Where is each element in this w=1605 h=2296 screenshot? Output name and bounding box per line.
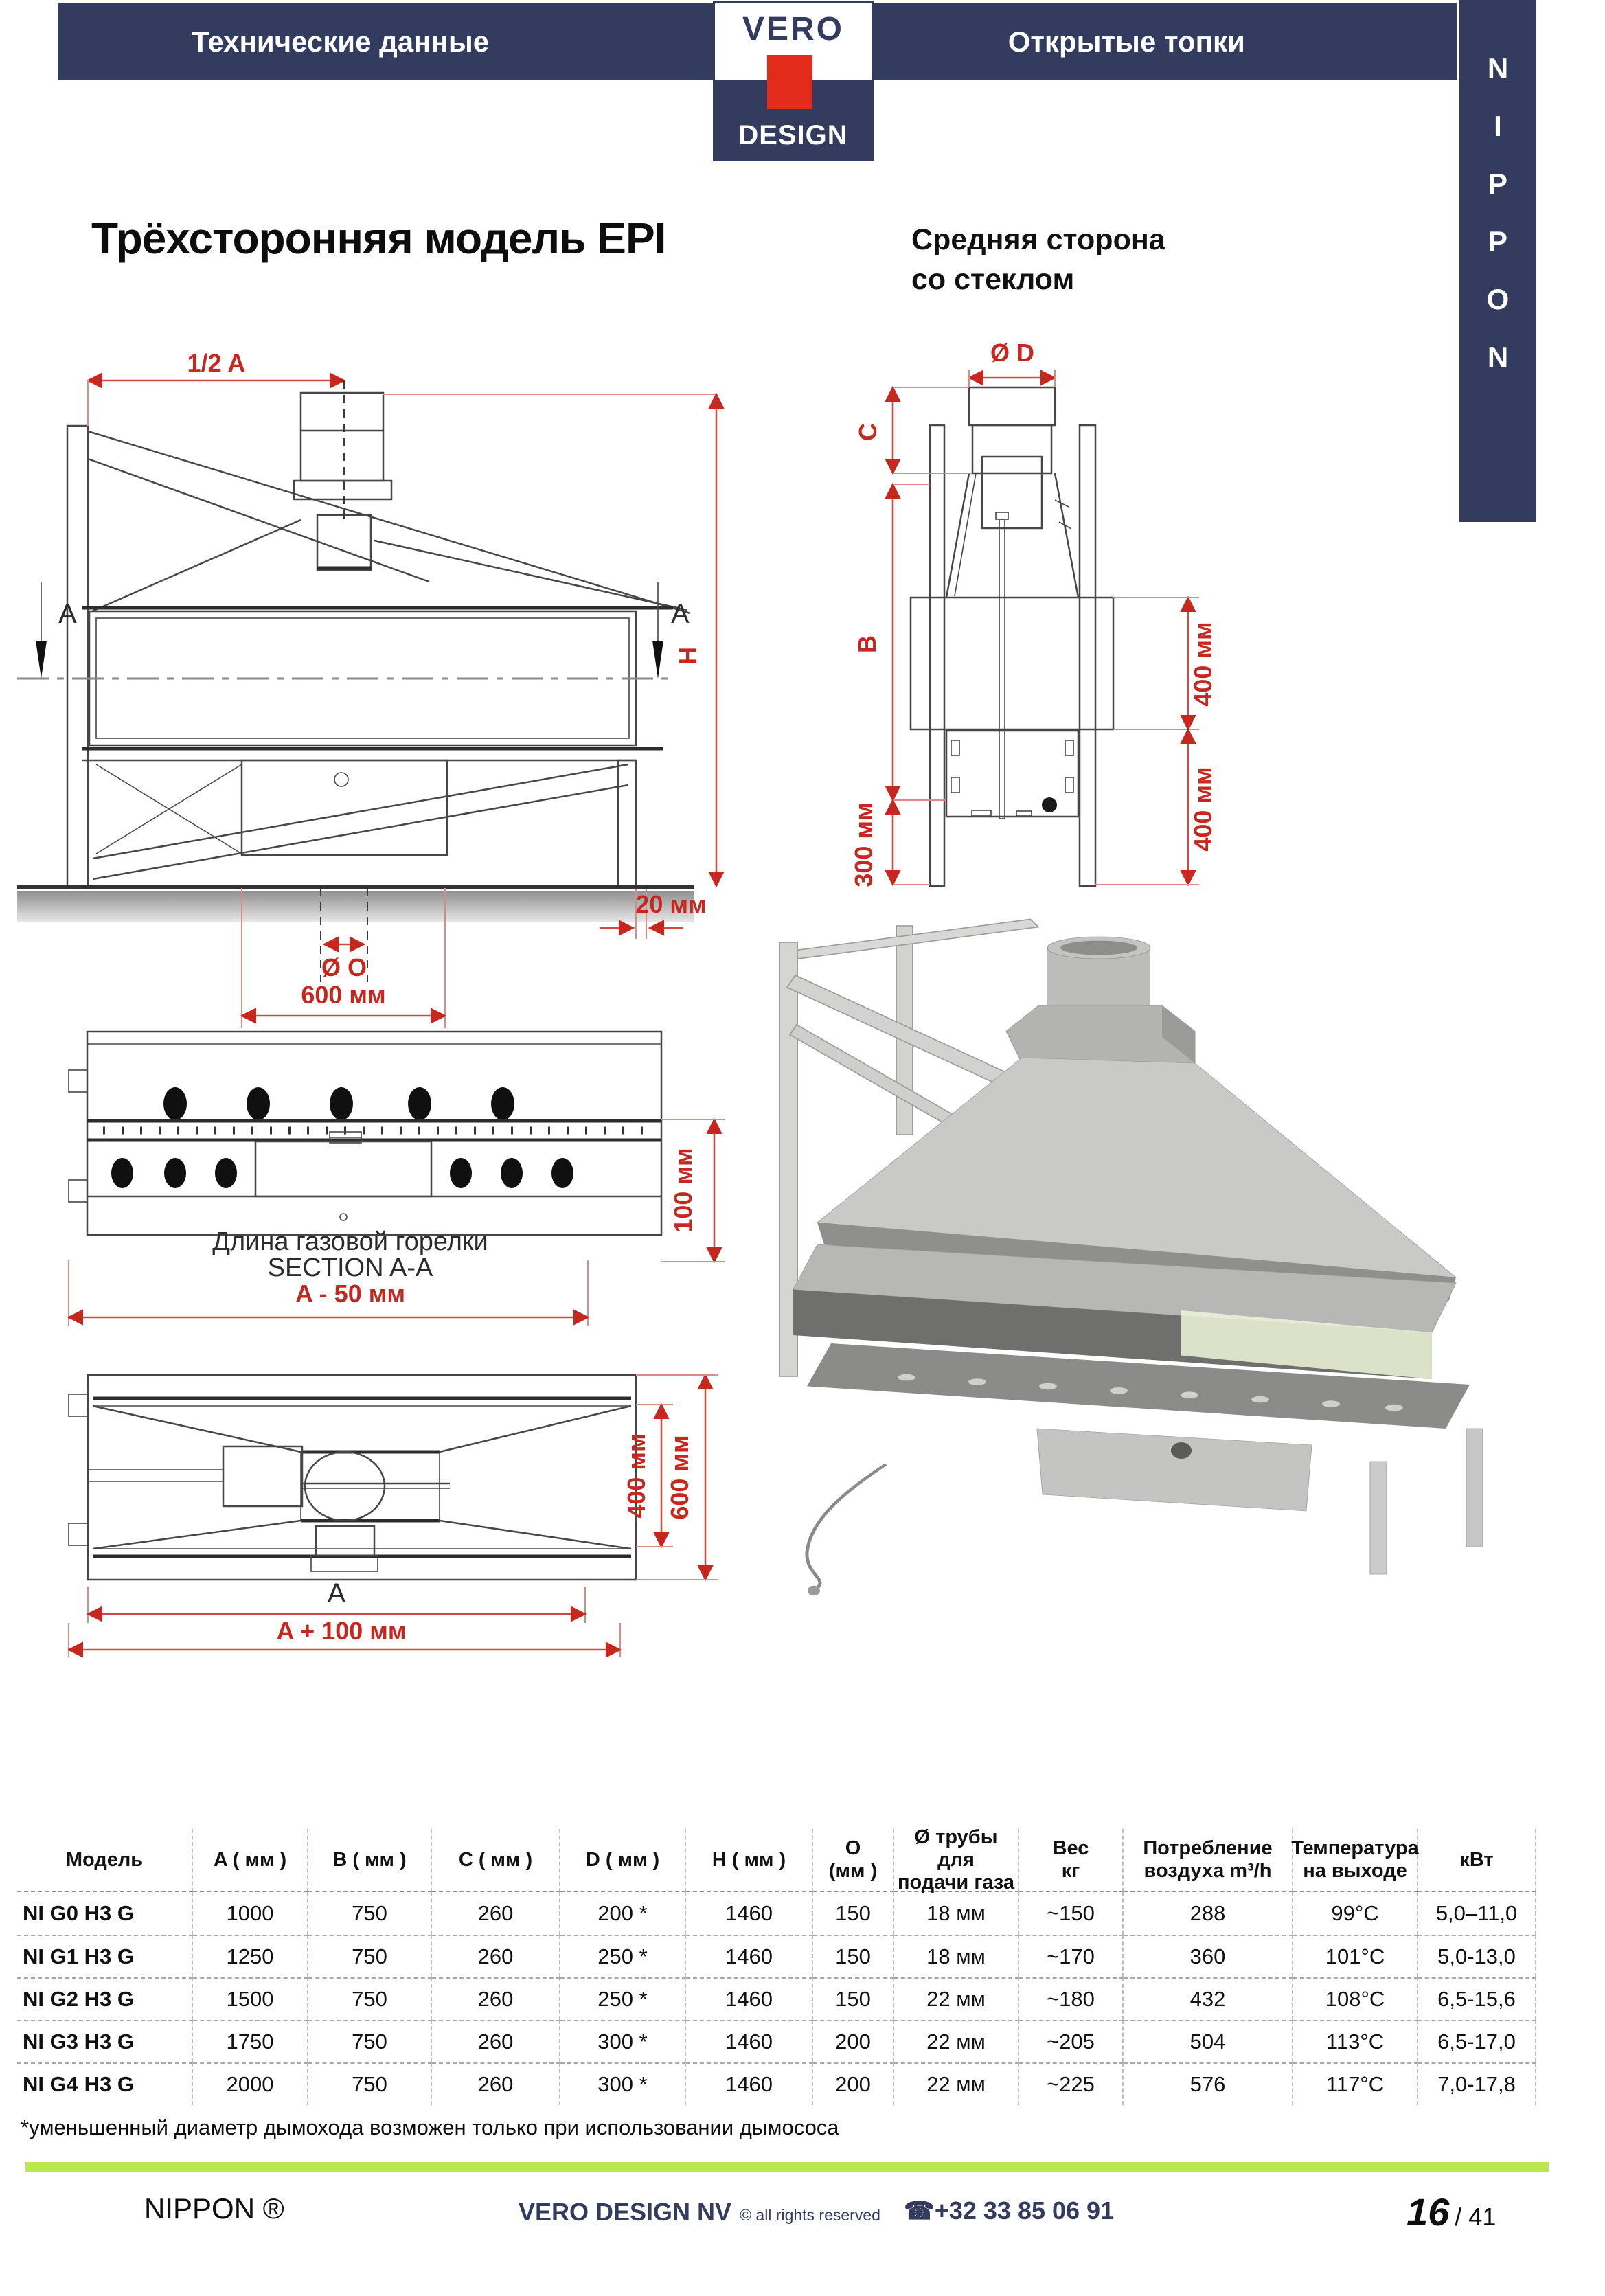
col-header-kwt: кВт: [1418, 1829, 1536, 1892]
table-cell: 1460: [686, 1977, 813, 2020]
table-cell: 260: [432, 1892, 560, 1935]
table-cell: 18 мм: [894, 1892, 1019, 1935]
table-cell: 750: [308, 1977, 432, 2020]
table-cell: 18 мм: [894, 1935, 1019, 1977]
section-aa-drawing: [38, 1023, 766, 1346]
col-header-h: H ( мм ): [686, 1829, 813, 1892]
dim-label-half-a: 1/2 A: [187, 349, 246, 377]
table-cell: ~170: [1019, 1935, 1124, 1977]
dimension-300mm: [850, 800, 930, 887]
table-cell: 260: [432, 2020, 560, 2062]
table-cell: 22 мм: [894, 2062, 1019, 2105]
dim-label-dia-o: Ø O: [321, 953, 367, 981]
dim-label-400mm: 400 мм: [1189, 766, 1217, 852]
dimension-dia-d: [969, 339, 1055, 387]
dim-label-100mm: 100 мм: [669, 1148, 697, 1233]
dimension-b: [853, 484, 946, 800]
page-subtitle: Средняя сторона со стеклом: [911, 223, 1165, 296]
dim-label-a: A: [327, 1578, 346, 1609]
col-header-c: C ( мм ): [432, 1829, 560, 1892]
side-view-structure: [911, 387, 1113, 886]
section-caption-name: SECTION A-A: [267, 1253, 433, 1282]
table-cell: 288: [1124, 1892, 1293, 1935]
table-cell: 504: [1124, 2020, 1293, 2062]
table-cell: ~180: [1019, 1977, 1124, 2020]
table-cell: 750: [308, 1892, 432, 1935]
dimension-h: [383, 394, 716, 886]
col-header-o: O (мм ): [813, 1829, 894, 1892]
sidebar-letter: I: [1494, 110, 1502, 142]
top-view-drawing: [38, 1356, 766, 1679]
table-cell: 250 *: [560, 1977, 686, 2020]
table-cell: 1460: [686, 2020, 813, 2062]
dim-label-300mm: 300 мм: [850, 802, 878, 887]
dim-label-600mm: 600 мм: [665, 1435, 694, 1520]
dim-label-600mm: 600 мм: [301, 981, 386, 1009]
dimension-400mm-top: [1113, 598, 1217, 729]
table-cell: 7,0-17,8: [1418, 2062, 1536, 2105]
table-cell: 99°C: [1293, 1892, 1418, 1935]
col-header-d: D ( мм ): [560, 1829, 686, 1892]
table-cell: 2000: [193, 2062, 308, 2105]
render-base-and-legs: [807, 1429, 1483, 1595]
nippon-sidebar: [1459, 0, 1536, 522]
table-cell: 150: [813, 1977, 894, 2020]
page-title: Трёхсторонняя модель EPI: [91, 214, 666, 263]
table-cell: NI G0 H3 G: [17, 1892, 193, 1935]
footer-company-block: [519, 2198, 880, 2227]
front-view-drawing: [17, 312, 766, 1041]
table-cell: 200 *: [560, 1892, 686, 1935]
col-header-model: Модель: [17, 1829, 193, 1892]
table-cell: NI G3 H3 G: [17, 2020, 193, 2062]
table-cell: 250 *: [560, 1935, 686, 1977]
dim-label-c: C: [854, 423, 882, 441]
table-cell: 750: [308, 2020, 432, 2062]
logo-red-square-icon: [767, 55, 812, 109]
vero-design-logo: [715, 3, 872, 159]
dimension-100mm: [661, 1119, 725, 1262]
table-cell: 1000: [193, 1892, 308, 1935]
table-cell: 200: [813, 2062, 894, 2105]
table-cell: NI G4 H3 G: [17, 2062, 193, 2105]
table-cell: 6,5-15,6: [1418, 1977, 1536, 2020]
table-cell: 1250: [193, 1935, 308, 1977]
table-cell: 5,0–11,0: [1418, 1892, 1536, 1935]
table-cell: 1460: [686, 1935, 813, 1977]
footnote: *уменьшенный диаметр дымохода возможен только при использовании дымососа: [21, 2115, 839, 2139]
fireplace-3d-render: [742, 893, 1497, 1607]
dimension-c: [854, 387, 972, 473]
table-cell: 22 мм: [894, 2020, 1019, 2062]
dim-label-b: B: [853, 635, 881, 653]
page-total: / 41: [1455, 2203, 1496, 2231]
dim-label-400mm: 400 мм: [1189, 622, 1217, 707]
sidebar-letter: O: [1486, 283, 1510, 315]
table-cell: 300 *: [560, 2062, 686, 2105]
table-cell: 260: [432, 2062, 560, 2105]
footer-green-bar: [25, 2162, 1549, 2172]
table-cell: 101°C: [1293, 1935, 1418, 1977]
table-cell: 750: [308, 2062, 432, 2105]
table-cell: 117°C: [1293, 2062, 1418, 2105]
dimension-half-a: [88, 349, 344, 519]
power-cord: [807, 1464, 886, 1588]
table-cell: 300 *: [560, 2020, 686, 2062]
footer-rights: © all rights reserved: [740, 2206, 880, 2224]
table-cell: 200: [813, 2020, 894, 2062]
front-view-structure: [17, 393, 694, 922]
spec-table: [17, 1826, 1536, 2105]
table-cell: 1460: [686, 1892, 813, 1935]
dimension-a-plus-100: [69, 1617, 620, 1657]
sidebar-letter: N: [1487, 341, 1509, 373]
table-cell: ~205: [1019, 2020, 1124, 2062]
sidebar-letter: N: [1487, 52, 1509, 84]
table-cell: 22 мм: [894, 1977, 1019, 2020]
table-cell: 113°C: [1293, 2020, 1418, 2062]
col-header-air: Потребление воздуха m³/h: [1124, 1829, 1293, 1892]
sidebar-letter: P: [1488, 168, 1507, 200]
col-header-b: B ( мм ): [308, 1829, 432, 1892]
table-cell: 432: [1124, 1977, 1293, 2020]
table-cell: ~150: [1019, 1892, 1124, 1935]
table-cell: 1460: [686, 2062, 813, 2105]
header-left-title: Технические данные: [191, 25, 490, 58]
logo-vero-text: VERO: [742, 11, 845, 47]
dim-label-a50: A - 50 мм: [295, 1280, 405, 1308]
table-cell: 750: [308, 1935, 432, 1977]
section-caption-burner: Длина газовой горелки: [212, 1227, 488, 1256]
dim-label-dia-d: Ø D: [990, 339, 1035, 367]
dim-label-20mm: 20 мм: [635, 890, 707, 918]
table-cell: 1750: [193, 2020, 308, 2062]
table-cell: ~225: [1019, 2062, 1124, 2105]
table-cell: 150: [813, 1892, 894, 1935]
col-header-a: A ( мм ): [193, 1829, 308, 1892]
table-cell: 576: [1124, 2062, 1293, 2105]
logo-design-text: DESIGN: [738, 120, 848, 150]
side-view-drawing: [810, 295, 1353, 900]
header-right-title: Открытые топки: [1008, 25, 1245, 58]
table-cell: NI G1 H3 G: [17, 1935, 193, 1977]
render-chimney: [1006, 937, 1195, 1063]
table-cell: 260: [432, 1935, 560, 1977]
table-cell: 5,0-13,0: [1418, 1935, 1536, 1977]
col-header-weight: Вес кг: [1019, 1829, 1124, 1892]
sidebar-letter: P: [1488, 225, 1507, 258]
table-cell: 360: [1124, 1935, 1293, 1977]
top-view-structure: [69, 1375, 636, 1580]
page-number: [1407, 2190, 1496, 2234]
section-a-label: A: [58, 599, 77, 629]
table-cell: 150: [813, 1935, 894, 1977]
section-structure: [69, 1032, 661, 1235]
dim-label-400mm: 400 мм: [622, 1433, 650, 1519]
col-header-gas-pipe: Ø трубы для подачи газа: [894, 1829, 1019, 1892]
dim-label-a100: A + 100 мм: [276, 1617, 407, 1645]
table-cell: NI G2 H3 G: [17, 1977, 193, 2020]
table-cell: 260: [432, 1977, 560, 2020]
dimension-400mm-bottom: [1095, 729, 1217, 885]
dim-label-h: H: [674, 647, 702, 665]
footer-company: VERO DESIGN NV: [519, 2198, 732, 2226]
section-marker-left: [36, 582, 77, 679]
table-cell: 6,5-17,0: [1418, 2020, 1536, 2062]
col-header-temp: Температура на выходе: [1293, 1829, 1418, 1892]
footer-brand: NIPPON ®: [144, 2192, 284, 2225]
table-cell: 1500: [193, 1977, 308, 2020]
page-current: 16: [1407, 2190, 1450, 2234]
section-a-label: A: [671, 599, 690, 629]
footer-phone: ☎+32 33 85 06 91: [904, 2196, 1115, 2225]
table-cell: 108°C: [1293, 1977, 1418, 2020]
